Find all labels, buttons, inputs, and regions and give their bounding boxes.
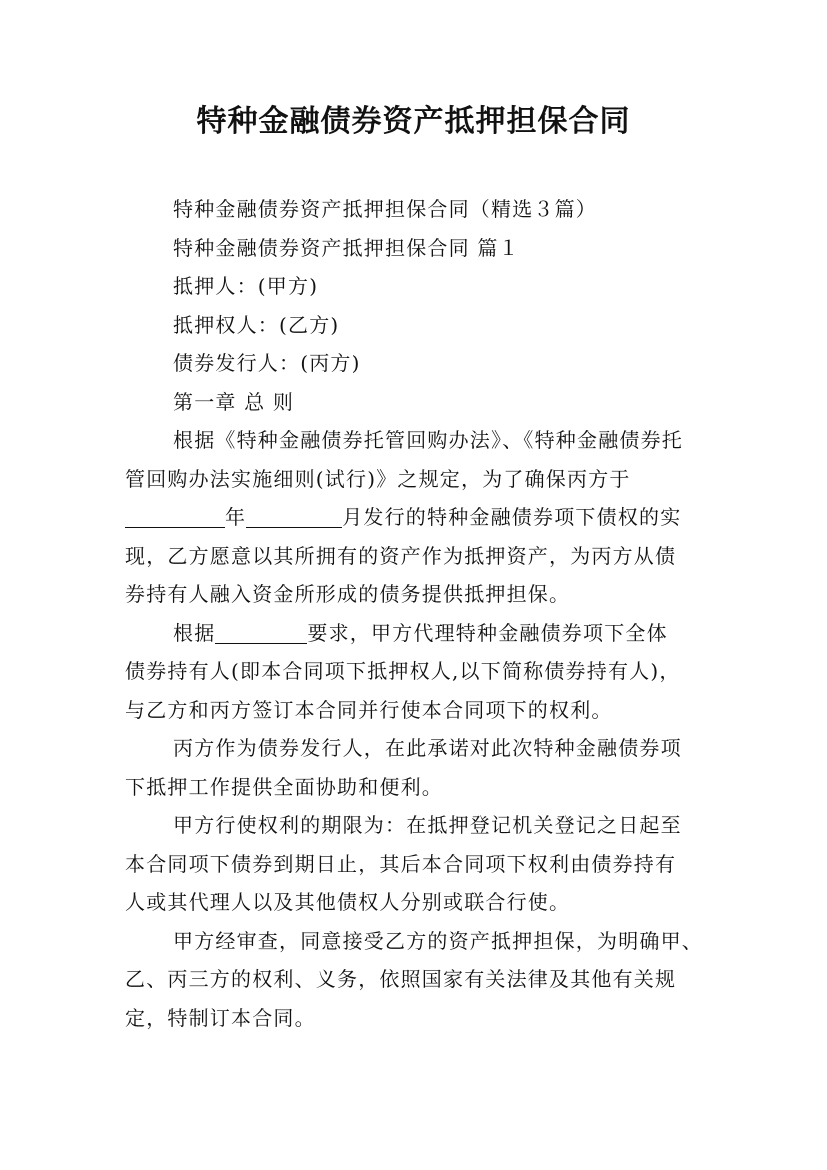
paragraph-3 <box>125 729 725 806</box>
paragraph-4 <box>125 806 725 922</box>
party-c-line: 债券发行人：(丙方) <box>173 351 361 375</box>
paragraph-line: 现，乙方愿意以其所拥有的资产作为抵押资产，为丙方从债 <box>125 543 677 568</box>
document-body <box>125 190 725 1037</box>
paragraph-text: 根据 <box>173 620 216 645</box>
year-label: 年 <box>225 505 247 529</box>
heading-part-1: 特种金融债券资产抵押担保合同 篇１ <box>173 235 520 260</box>
blank-field-basis <box>215 621 307 644</box>
paragraph-line: 根据《特种金融债券托管回购办法》、《特种金融债券托 <box>173 428 683 452</box>
party-b-line: 抵押权人：(乙方) <box>173 312 340 337</box>
paragraph-line: 管回购办法实施细则(试行)》之规定，为了确保丙方于 <box>125 466 631 491</box>
paragraph-line: 定，特制订本合同。 <box>125 1005 316 1030</box>
paragraph-text: 月发行的特种金融债券项下债权的实 <box>342 505 682 529</box>
paragraph-line: 甲方行使权利的期限为：在抵押登记机关登记之日起至 <box>173 813 682 837</box>
paragraph-5 <box>125 922 725 1038</box>
paragraph-line: 下抵押工作提供全面协助和便利。 <box>125 774 443 799</box>
paragraph-1 <box>125 421 725 614</box>
paragraph-line: 与乙方和丙方签订本合同并行使本合同项下的权利。 <box>125 697 613 722</box>
paragraph-line: 券持有人融入资金所形成的债务提供抵押担保。 <box>125 582 571 606</box>
blank-field-year <box>125 505 225 528</box>
heading-collection: 特种金融债券资产抵押担保合同（精选３篇） <box>173 197 597 221</box>
blank-field-month <box>246 505 342 528</box>
party-a-line: 抵押人：(甲方) <box>173 274 319 298</box>
paragraph-line: 本合同项下债券到期日止，其后本合同项下权利由债券持有 <box>125 851 677 876</box>
paragraph-line: 甲方经审查，同意接受乙方的资产抵押担保，为明确甲、 <box>173 928 703 953</box>
paragraph-line <box>125 498 725 537</box>
paragraph-line: 丙方作为债券发行人，在此承诺对此次特种金融债券项 <box>173 736 682 760</box>
paragraph-line: 人或其代理人以及其他债权人分别或联合行使。 <box>125 890 571 914</box>
document-title: 特种金融债券资产抵押担保合同 <box>196 104 631 139</box>
paragraph-line: 乙、丙三方的权利、义务，依照国家有关法律及其他有关规 <box>125 967 677 991</box>
paragraph-line: 债券持有人(即本合同项下抵押权人,以下简称债券持有人)， <box>125 659 681 683</box>
paragraph-2 <box>125 614 725 730</box>
chapter-heading: 第一章 总 则 <box>173 389 295 414</box>
paragraph-text: 要求，甲方代理特种金融债券项下全体 <box>307 620 668 645</box>
paragraph-line <box>125 614 725 653</box>
